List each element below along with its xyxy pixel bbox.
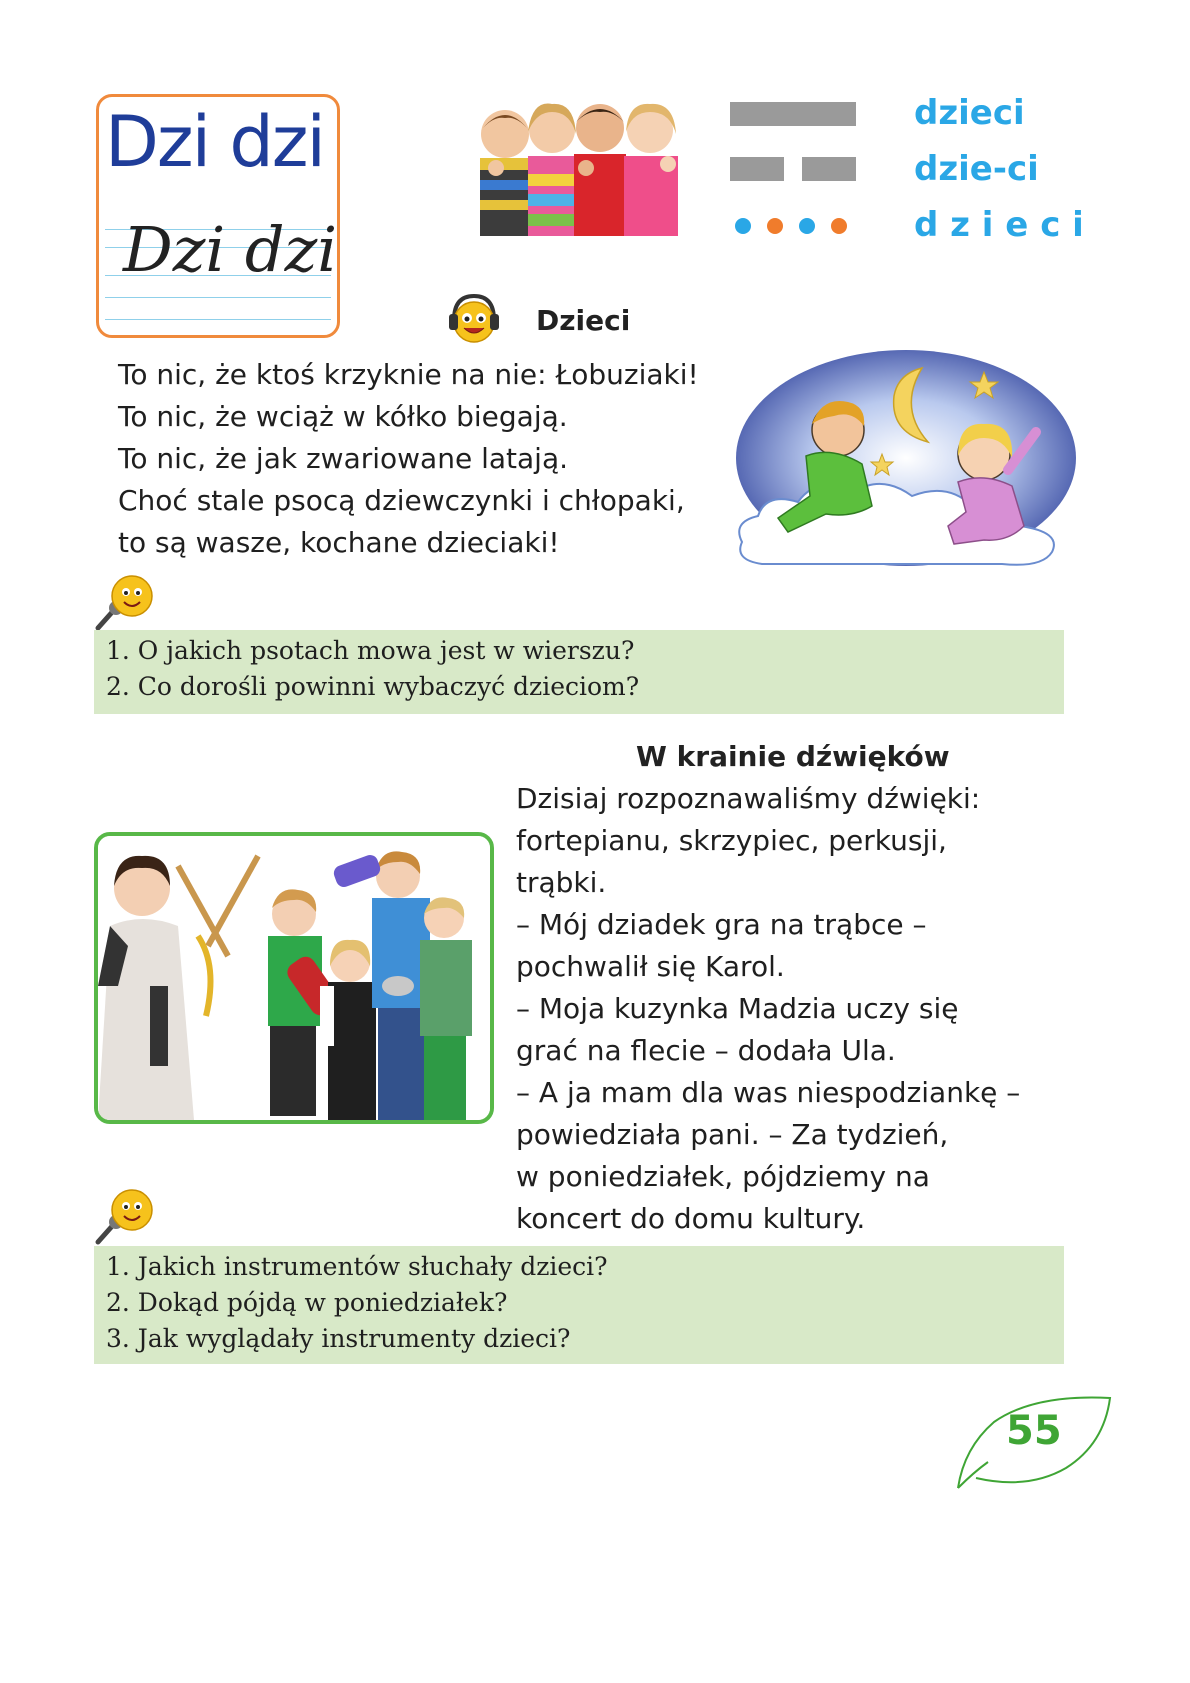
story-line: – Mój dziadek gra na trąbce – — [516, 908, 927, 941]
questions-box — [94, 630, 1064, 714]
page-number: 55 — [1006, 1408, 1062, 1454]
story-line: trąbki. — [516, 866, 607, 899]
smiley-microphone-icon — [92, 572, 156, 632]
poem-title: Dzieci — [536, 304, 631, 337]
poem-line: to są wasze, kochane dzieciaki! — [118, 526, 560, 559]
print-letters: Dzi dzi — [105, 101, 324, 183]
syllable-word: dzieci — [914, 93, 1025, 133]
story-line: fortepianu, skrzypiec, perkusji, — [516, 824, 947, 857]
poem-line: To nic, że ktoś krzyknie na nie: Łobuziaki! — [118, 358, 699, 391]
sound-dot — [767, 218, 783, 234]
story-title: W krainie dźwięków — [636, 740, 950, 773]
syllable-split: dzie-ci — [914, 149, 1039, 189]
cursive-letters: Dzi dzi — [123, 213, 338, 286]
question-item: 1. O jakich psotach mowa jest w wierszu? — [106, 636, 635, 665]
question-item: 2. Co dorośli powinni wybaczyć dzieciom? — [106, 672, 640, 701]
questions-box — [94, 1246, 1064, 1364]
syllable-letters: d z i e c i — [914, 205, 1084, 245]
writing-line — [105, 297, 331, 298]
story-line: grać na flecie – dodała Ula. — [516, 1034, 896, 1067]
question-item: 2. Dokąd pójdą w poniedziałek? — [106, 1288, 508, 1317]
story-line: Dzisiaj rozpoznawaliśmy dźwięki: — [516, 782, 981, 815]
smiley-headphones-icon — [446, 290, 502, 346]
writing-line — [105, 319, 331, 320]
syllable-bar — [802, 157, 856, 181]
poem-line: Choć stale psocą dziewczynki i chłopaki, — [118, 484, 685, 517]
children-photo — [476, 98, 682, 236]
story-line: koncert do domu kultury. — [516, 1202, 866, 1235]
story-line: – A ja mam dla was niespodziankę – — [516, 1076, 1021, 1109]
poem-line: To nic, że wciąż w kółko biegają. — [118, 400, 568, 433]
story-line: pochwalił się Karol. — [516, 950, 785, 983]
poem-line: To nic, że jak zwariowane latają. — [118, 442, 568, 475]
story-line: – Moja kuzynka Madzia uczy się — [516, 992, 959, 1025]
question-item: 3. Jak wyglądały instrumenty dzieci? — [106, 1324, 571, 1353]
night-sky-illustration — [722, 346, 1078, 576]
sound-dot — [735, 218, 751, 234]
word-bar — [730, 102, 856, 126]
syllable-bar — [730, 157, 784, 181]
instruments-photo — [94, 832, 494, 1124]
sound-dot — [799, 218, 815, 234]
sound-dot — [831, 218, 847, 234]
letter-card — [96, 94, 340, 338]
smiley-microphone-icon — [92, 1186, 156, 1246]
story-line: powiedziała pani. – Za tydzień, — [516, 1118, 949, 1151]
question-item: 1. Jakich instrumentów słuchały dzieci? — [106, 1252, 608, 1281]
story-line: w poniedziałek, pójdziemy na — [516, 1160, 930, 1193]
